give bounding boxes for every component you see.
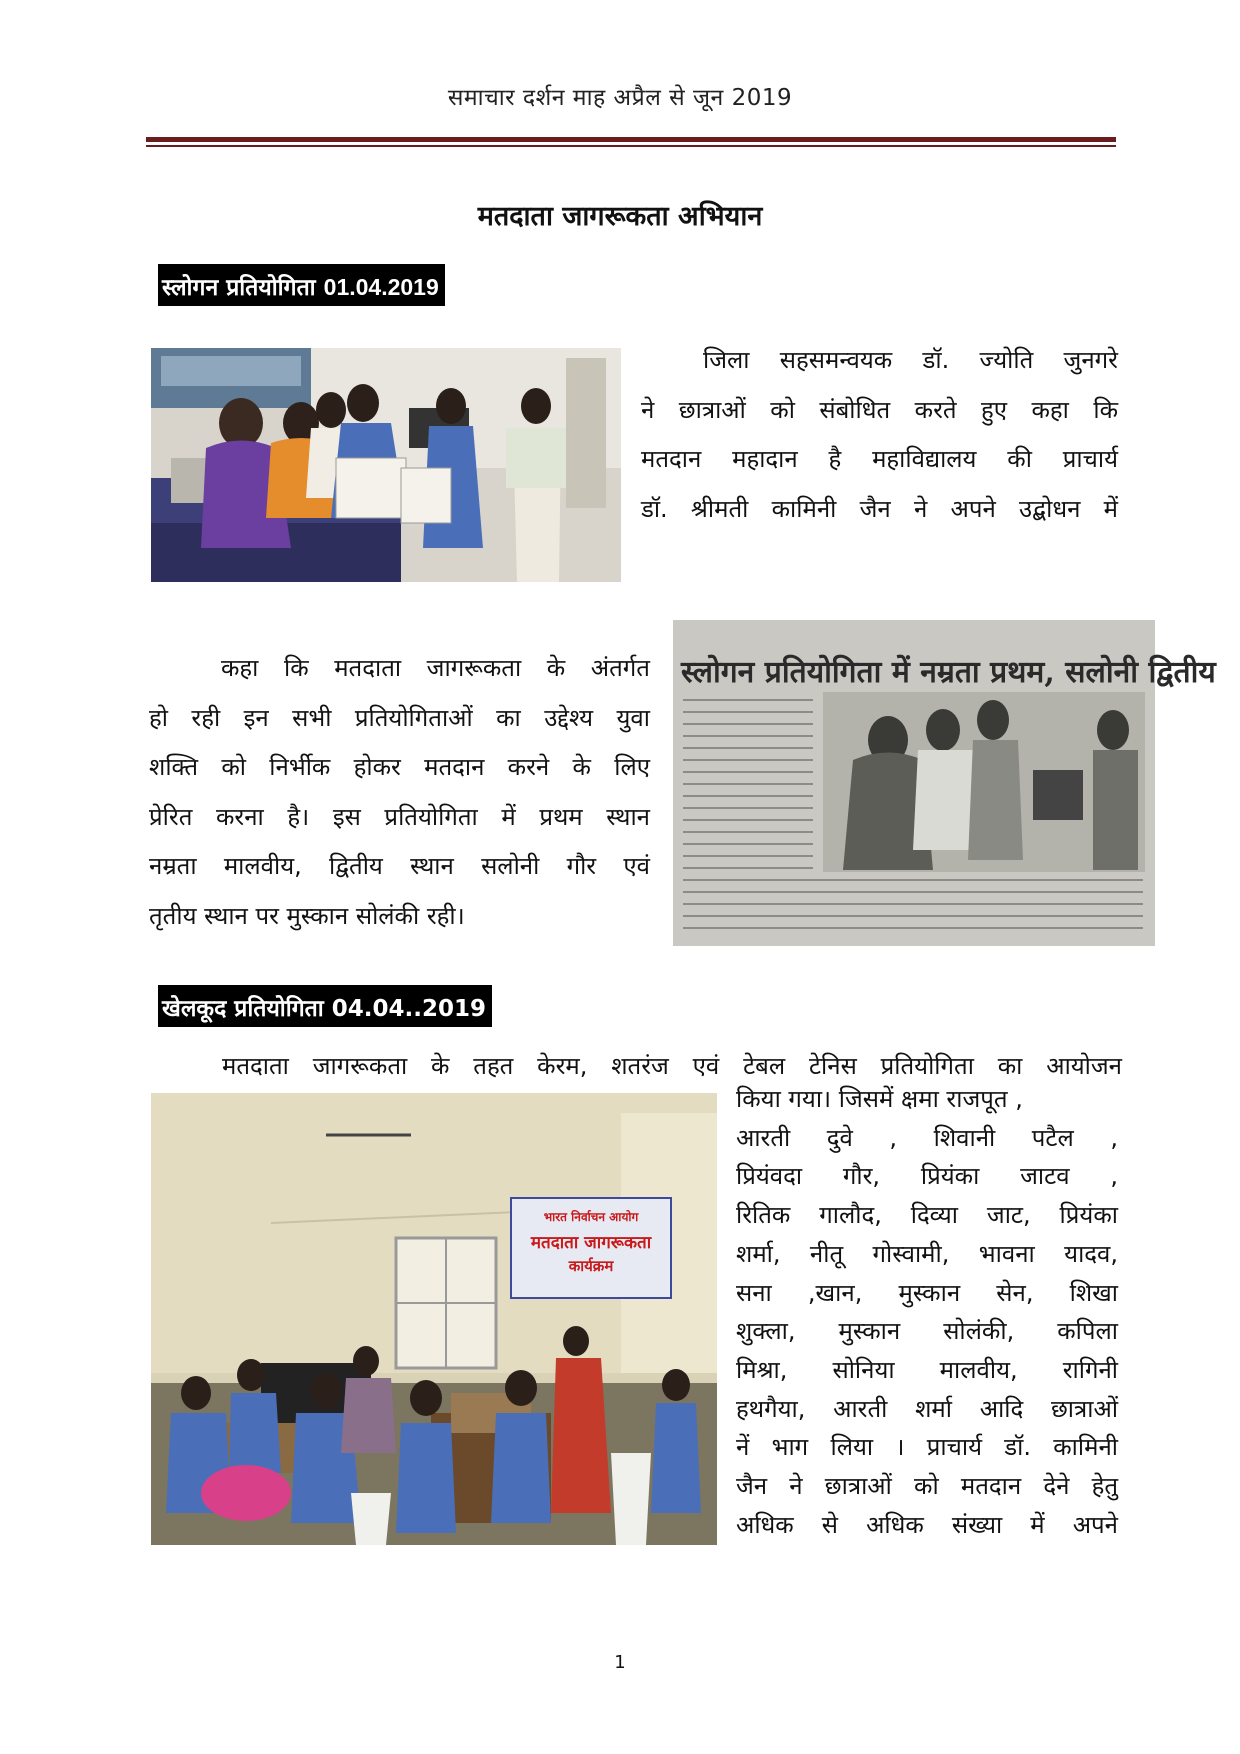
- sports-para-line: किया गया। जिसमें क्षमा राजपूत ,: [736, 1085, 1023, 1113]
- slogan-para2-line: शक्ति को निर्भीक होकर मतदान करने के लिए: [149, 753, 650, 781]
- clipping-headline: स्लोगन प्रतियोगिता में नम्रता प्रथम, सलोनी द्वितीय: [681, 655, 1216, 690]
- slogan-para1-line: ने छात्राओं को संबोधित करते हुए कहा कि: [641, 395, 1118, 424]
- header-rule-thin: [146, 145, 1116, 147]
- sports-paragraph: [736, 1080, 1118, 1544]
- slogan-paragraph-2: [149, 644, 650, 941]
- banner-line-2: मतदाता जागरूकता: [530, 1233, 652, 1253]
- sports-competition-photo: [151, 1093, 717, 1545]
- sports-para-line: मिश्रा, सोनिया मालवीय, रागिनी: [736, 1355, 1118, 1384]
- slogan-competition-photo: [151, 348, 621, 582]
- header-rule-thick: [146, 137, 1116, 142]
- slogan-para1-line: डॉ. श्रीमती कामिनी जैन ने अपने उद्बोधन में: [641, 494, 1118, 523]
- sports-para-line: नें भाग लिया । प्राचार्य डॉ. कामिनी: [736, 1433, 1118, 1462]
- slogan-para2-line: प्रेरित करना है। इस प्रतियोगिता में प्रथम स्थान: [149, 802, 650, 831]
- banner-line-3: कार्यक्रम: [568, 1257, 614, 1275]
- sports-para-line: शर्मा, नीतू गोस्वामी, भावना यादव,: [736, 1239, 1118, 1268]
- sports-para-line: शुक्ला, मुस्कान सोलंकी, कपिला: [736, 1317, 1118, 1346]
- sports-para-line: आरती दुवे , शिवानी पटैल ,: [736, 1123, 1118, 1152]
- section-label-slogan-text: स्लोगन प्रतियोगिता: [162, 275, 324, 301]
- slogan-para2-line: कहा कि मतदाता जागरूकता के अंतर्गत: [221, 654, 650, 682]
- slogan-para2-line: तृतीय स्थान पर मुस्कान सोलंकी रही।: [149, 901, 465, 930]
- slogan-para2-line: हो रही इन सभी प्रतियोगिताओं का उद्देश्य युवा: [149, 703, 650, 732]
- sports-para-line: सना ,खान, मुस्कान सेन, शिखा: [736, 1278, 1118, 1307]
- main-title: मतदाता जागरूकता अभियान: [477, 201, 763, 232]
- slogan-para2-line: नम्रता मालवीय, द्वितीय स्थान सलोनी गौर एवं: [149, 852, 650, 880]
- sports-intro-line: मतदाता जागरूकता के तहत केरम, शतरंज एवं टेबल टेनिस प्रतियोगिता का आयोजन: [222, 1052, 1122, 1080]
- slogan-paragraph-1: [641, 336, 1118, 534]
- section-label-sports: खेलकूद प्रतियोगिता 04.04..2019: [158, 985, 492, 1027]
- sports-para-line: जैन ने छात्राओं को मतदान देने हेतु: [736, 1472, 1118, 1501]
- sports-para-line: हथगैया, आरती शर्मा आदि छात्राओं: [736, 1394, 1118, 1423]
- page-number: 1: [614, 1652, 626, 1673]
- banner-line-1: भारत निर्वाचन आयोग: [543, 1210, 639, 1224]
- slogan-para1-line: जिला सहसमन्वयक डॉ. ज्योति जुनगरे: [703, 346, 1118, 374]
- sports-para-line: अधिक से अधिक संख्या में अपने: [736, 1510, 1118, 1539]
- sports-para-line: प्रियंवदा गौर, प्रियंका जाटव ,: [736, 1162, 1118, 1191]
- sports-para-line: रितिक गालौद, दिव्या जाट, प्रियंका: [736, 1201, 1118, 1230]
- page-header-title: समाचार दर्शन माह अप्रैल से जून 2019: [447, 85, 793, 111]
- section-label-slogan: [158, 264, 445, 306]
- section-label-slogan-date: 01.04.2019: [323, 274, 439, 300]
- newspaper-clipping: [673, 620, 1216, 946]
- slogan-para1-line: मतदान महादान है महाविद्यालय की प्राचार्य: [641, 445, 1118, 473]
